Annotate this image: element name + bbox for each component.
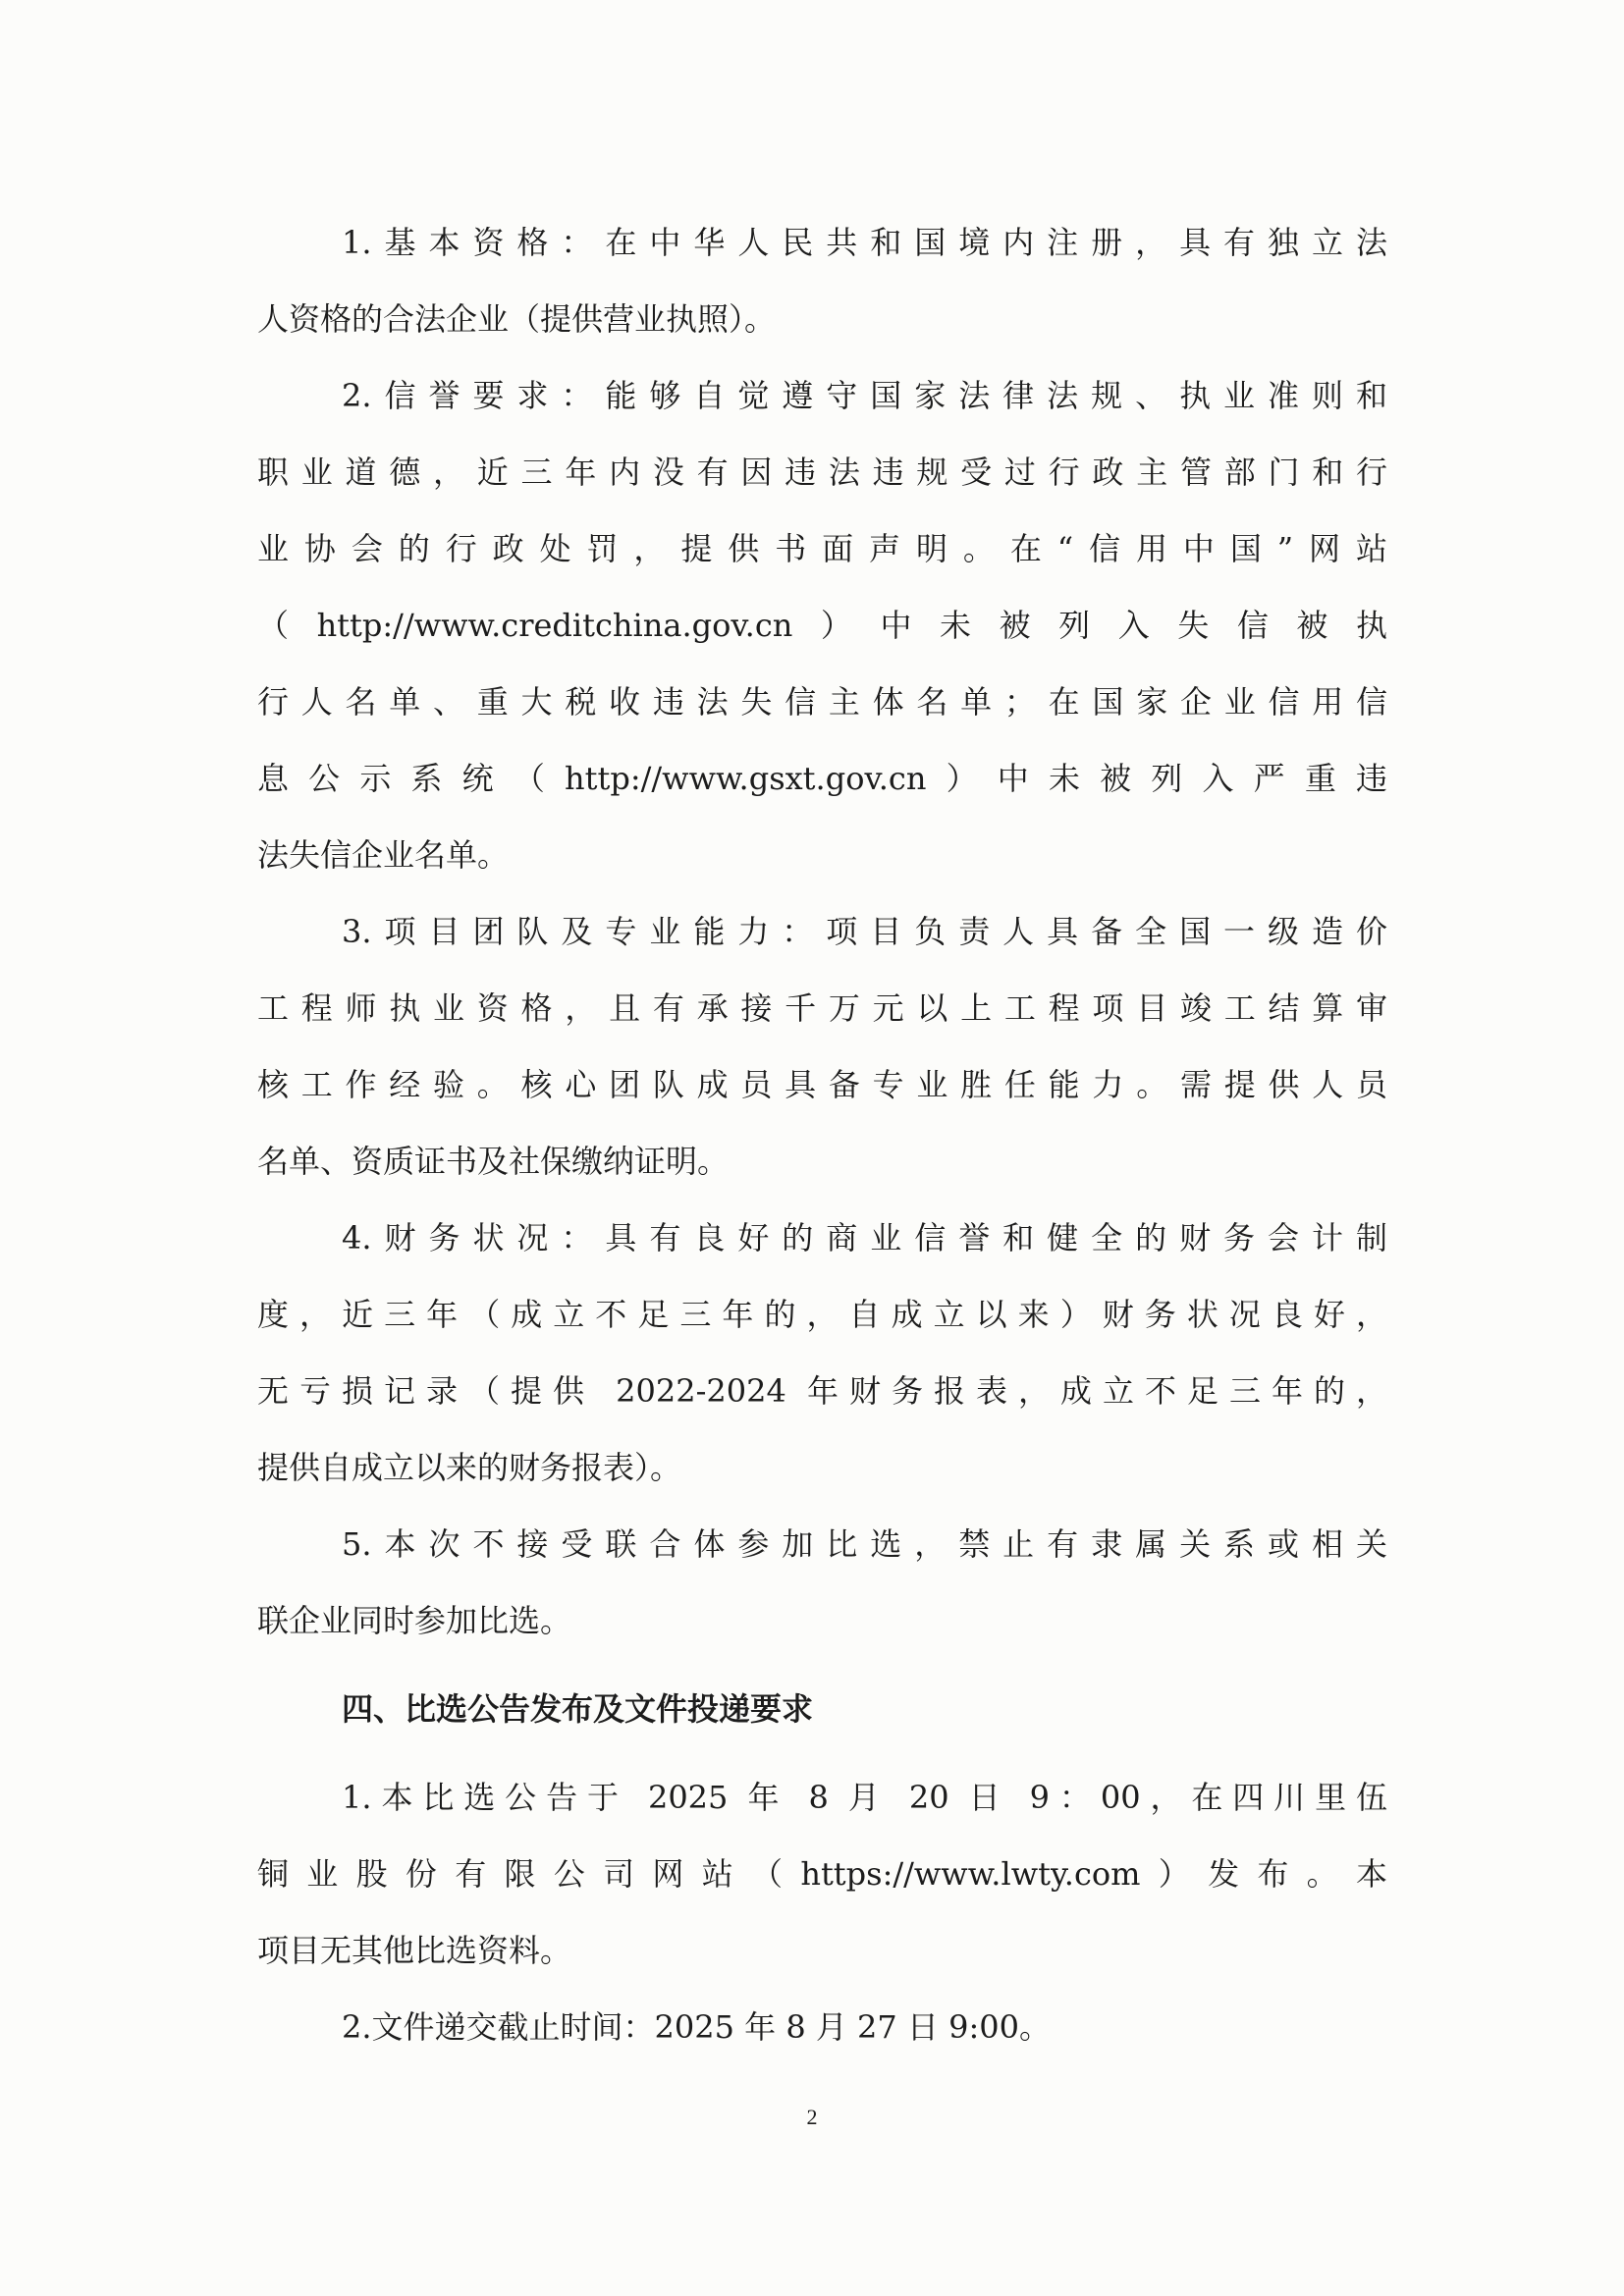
paragraph-consortium-rule xyxy=(257,1506,1387,1659)
text-line: 人资格的合法企业（提供营业执照）。 xyxy=(257,300,777,338)
text-line: 工程师执业资格，且有承接千万元以上工程项目竣工结算审 xyxy=(257,989,1387,1027)
paragraph-announcement-release xyxy=(257,1759,1387,1989)
text-line: 息公示系统（http://www.gsxt.gov.cn）中未被列入严重违 xyxy=(257,760,1387,797)
text-line: 度，近三年（成立不足三年的，自成立以来）财务状况良好， xyxy=(257,1296,1387,1333)
text-line: 名单、资质证书及社保缴纳证明。 xyxy=(257,1143,730,1180)
text-line: 1.基本资格：在中华人民共和国境内注册，具有独立法 xyxy=(342,224,1387,261)
page-body xyxy=(257,204,1387,2065)
paragraph-team-capability xyxy=(257,893,1387,1200)
text-line: （http://www.creditchina.gov.cn）中未被列入失信被执 xyxy=(257,607,1387,644)
text-line: 法失信企业名单。 xyxy=(257,836,510,874)
text-line: 项目无其他比选资料。 xyxy=(257,1932,572,1969)
text-line: 2.信誉要求：能够自觉遵守国家法律法规、执业准则和 xyxy=(342,377,1387,414)
text-line: 3.项目团队及专业能力：项目负责人具备全国一级造价 xyxy=(342,913,1387,950)
paragraph-credit-requirement xyxy=(257,357,1387,893)
paragraph-submission-deadline xyxy=(257,1989,1387,2065)
section-heading: 四、比选公告发布及文件投递要求 xyxy=(342,1690,814,1728)
text-line: 核工作经验。核心团队成员具备专业胜任能力。需提供人员 xyxy=(257,1066,1387,1103)
text-line: 职业道德，近三年内没有因违法违规受过行政主管部门和行 xyxy=(257,454,1387,491)
text-line: 业协会的行政处罚，提供书面声明。在“信用中国”网站 xyxy=(257,530,1387,567)
text-line: 行人名单、重大税收违法失信主体名单；在国家企业信用信 xyxy=(257,683,1387,721)
paragraph-financial-status xyxy=(257,1200,1387,1506)
page-number: 2 xyxy=(806,2105,818,2129)
text-line: 联企业同时参加比选。 xyxy=(257,1602,572,1639)
paragraph-basic-qualification xyxy=(257,204,1387,357)
text-line: 1.本比选公告于 2025 年 8 月 20 日 9：00，在四川里伍 xyxy=(342,1779,1387,1816)
text-line: 2.文件递交截止时间：2025 年 8 月 27 日 9:00。 xyxy=(342,2008,1051,2046)
text-line: 无亏损记录（提供 2022-2024 年财务报表，成立不足三年的， xyxy=(257,1372,1387,1410)
text-line: 4.财务状况：具有良好的商业信誉和健全的财务会计制 xyxy=(342,1219,1387,1256)
text-line: 5.本次不接受联合体参加比选，禁止有隶属关系或相关 xyxy=(342,1525,1387,1563)
text-line: 铜业股份有限公司网站（https://www.lwty.com）发布。本 xyxy=(257,1855,1387,1893)
text-line: 提供自成立以来的财务报表）。 xyxy=(257,1449,682,1486)
